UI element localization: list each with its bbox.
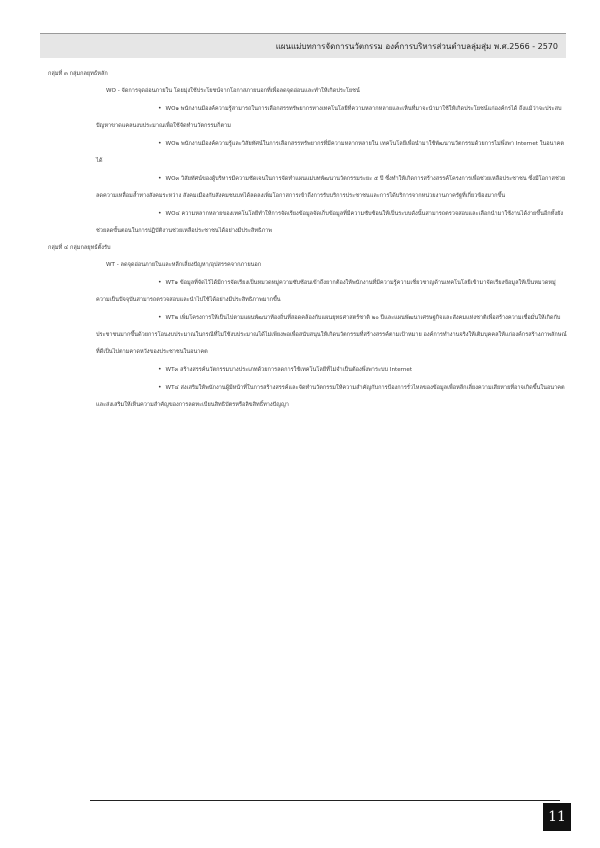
- strategy-item-text: WT๓ สร้างสรรค์นวัตกรรมบางประเภทด้วยการลดการใช้เทคโนโลยีที่ไม่จำเป็นต้องพึ่งพาระบบ Internet: [165, 367, 413, 373]
- footer-rule: [90, 800, 560, 801]
- strategy-heading: WT - ลดจุดอ่อนภายในและหลีกเลี่ยงปัญหา/อุปสรรคจากภายนอก: [106, 262, 262, 268]
- strategy-item-text: WO๔ ความหลากหลายของเทคโนโลยีทำให้การจัดเรียงข้อมูลจัดเก็บข้อมูลที่มีความซับซ้อนให้เป็นระบบดังนั้นสามารถตรวจสอบและเลือกนำมาใช้งานได้ง่ายขึ้นอีกทั้งยังช่วยลดขั้นตอนในการปฏิบัติงานช่วยเหลือประชาชนได้อย่างมีประสิทธิภาพ: [96, 211, 564, 234]
- strategy-item-text: WO๓ วิสัยทัศน์ของผู้บริหารมีความชัดเจนในการจัดทำแผนแม่บทพัฒนานวัตกรรมระยะ ๕ ปี ซึ่งทำให้เกิดการสร้างสรรค์โครงการเพื่อช่วยเหลือประชาชน ซึ่งมีโอกาสช่วยลดความเหลื่อมล้ำทางสังคมระหว่าง สังคมเมืองกับสังคมชนบทได้ลดลงเพิ่มโอกาสการเข้าถึงการรับบริการประชาชนและการได้บริการจากหน่วยงานภาครัฐที่เกี่ยวข้องมากขึ้น: [96, 176, 566, 199]
- bullet-icon: •: [158, 384, 162, 391]
- strategy-item-text: WO๒ พนักงานมีองค์ความรู้และวิสัยทัศน์ในการเลือกสรรทรัพยากรที่มีความหลากหลายใน เทคโนโลยีเพื่อนำมาใช้พัฒนานวัตกรรมด้วยการไม่พึ่งพา Internet ในอนาคตได้: [96, 141, 564, 164]
- header-band: [40, 33, 566, 58]
- bullet-icon: •: [158, 140, 162, 147]
- strategy-item: [96, 361, 568, 379]
- strategy-item: [96, 135, 568, 170]
- strategy-item-text: WT๒ เพิ่มโครงการให้เป็นไปตามแผนพัฒนาท้องถิ่นที่สอดคล้องกับแผนยุทธศาสตร์ชาติ ๒๐ ปีและแผนพัฒนาเศรษฐกิจและสังคมแห่งชาติเพื่อสร้างความเชื่อมั่นให้เกิดกับประชาชนมากขึ้นด้วยการโอนงบประมาณในกรณีที่ไม่ใช้งบประมาณได้ไม่เพียงพอเพื่อสนับสนุนให้เกิดนวัตกรรมที่สร้างสรรค์ตามเป้าหมาย องค์การทำงานจริงให้เติมบุคคลให้แก่องค์กรสร้างภาพลักษณ์ที่ดีเป็นไปตามคาดหวังของประชาชนในอนาคต: [96, 315, 567, 355]
- strategy-item: [96, 205, 568, 240]
- bullet-icon: •: [158, 314, 162, 321]
- strategy-item: [96, 379, 568, 414]
- bullet-icon: •: [158, 175, 162, 182]
- bullet-icon: •: [158, 366, 162, 373]
- strategy-item: [96, 170, 568, 205]
- group-title: กลุ่มที่ ๔ กลุ่มกลยุทธ์ตั้งรับ: [48, 245, 111, 251]
- strategy-item: [96, 274, 568, 309]
- page-number: 11: [543, 803, 571, 831]
- bullet-icon: •: [158, 279, 162, 286]
- header-title: แผนแม่บทการจัดการนวัตกรรม องค์การบริหารส่วนตำบลลุ่มสุ่ม พ.ศ.2566 - 2570: [275, 42, 558, 51]
- strategy-heading: WO - จัดการจุดอ่อนภายใน โดยมุ่งใช้ประโยชน์จากโอกาสภายนอกที่เพื่อลดจุดอ่อนและทำให้เกิดประโยชน์: [106, 88, 360, 94]
- bullet-icon: •: [158, 210, 162, 217]
- group-title: กลุ่มที่ ๓ กลุ่มกลยุทธ์หลัก: [48, 71, 108, 77]
- strategy-item: [96, 309, 568, 361]
- document-body: [48, 66, 568, 414]
- strategy-item-text: WT๔ ส่งเสริมให้พนักงานผู้มีหน้าที่ในการสร้างสรรค์และจัดทำนวัตกรรมให้ความสำคัญกับการป้องการรั่วไหลของข้อมูลเพื่อหลีกเลี่ยงความเสียหายที่อาจเกิดขึ้นในอนาคตและส่งเสริมให้เห็นความสำคัญของการลดทะเบียนสิทธิบัตรหรือลิขสิทธิ์ทางปัญญา: [96, 385, 565, 408]
- strategy-item-text: WT๑ ข้อมูลที่จัดไว้ได้มีการจัดเรียงเป็นหมวดหมู่ความซับซ้อนเข้าถึงยากต้องให้พนักงานที่มีความรู้ความเชี่ยวชาญด้านเทคโนโลยีเข้ามาจัดเรียงข้อมูลให้เป็นหมวดหมู่ความเป็นปัจจุบันสามารถตรวจสอบและนำไปใช้ได้อย่างมีประสิทธิภาพมากขึ้น: [96, 280, 556, 303]
- strategy-item-text: WO๑ พนักงานมีองค์ความรู้สามารถในการเลือกสรรทรัพยากรทางเทคโนโลยีที่ความหลากหลายและเห็นที่มาจะนำมาใช้ให้เกิดประโยชน์แก่องค์กรได้ ถึงแม้ว่าจะประสบปัญหาขาดแคลนงบประมาณเพื่อใช้จัดทำนวัตกรรมก็ตาม: [96, 106, 562, 129]
- strategy-item: [96, 100, 568, 135]
- bullet-icon: •: [158, 105, 162, 112]
